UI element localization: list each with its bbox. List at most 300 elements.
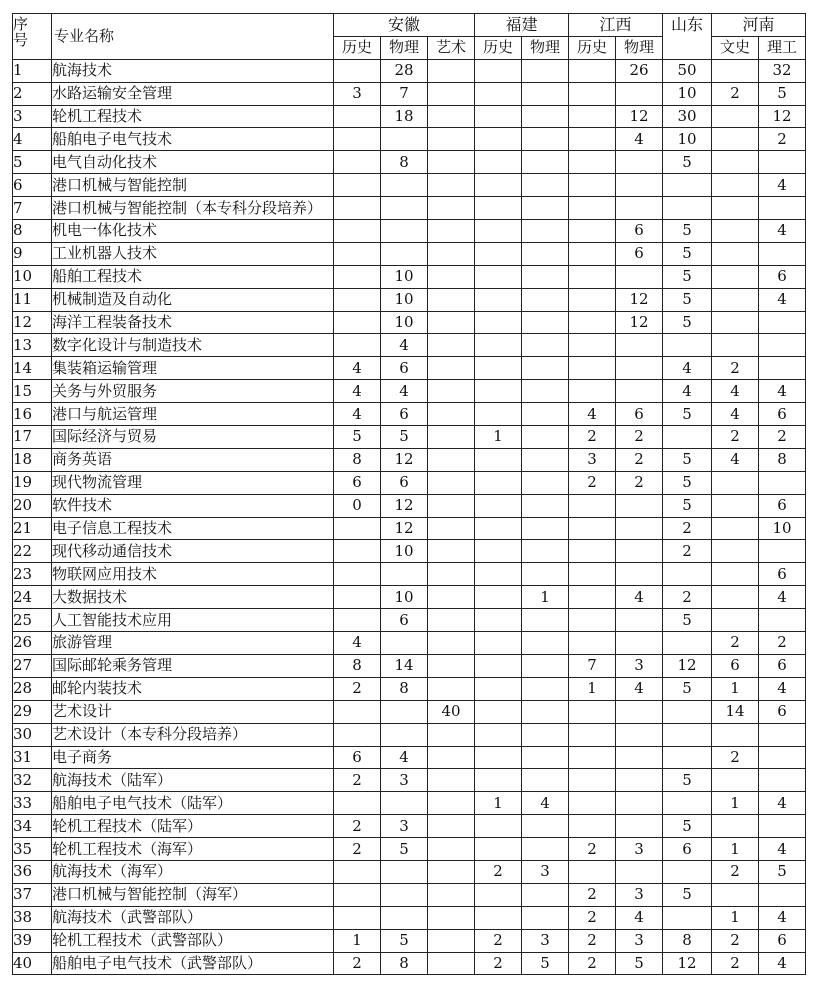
quota-cell-hn_arts <box>712 311 759 334</box>
quota-cell-fj_history <box>475 586 522 609</box>
quota-cell-fj_history <box>475 746 522 769</box>
quota-cell-sd: 12 <box>663 654 712 677</box>
quota-cell-fj_physics <box>522 220 569 243</box>
row-major-name: 轮机工程技术（武警部队） <box>52 929 334 952</box>
quota-cell-jx_history <box>569 288 616 311</box>
quota-cell-sd: 30 <box>663 105 712 128</box>
quota-cell-jx_physics <box>616 334 663 357</box>
table-row <box>13 357 806 380</box>
quota-cell-fj_history <box>475 174 522 197</box>
quota-cell-fj_history <box>475 517 522 540</box>
quota-cell-hn_arts <box>712 128 759 151</box>
quota-cell-ah_art <box>428 929 475 952</box>
quota-cell-jx_physics: 6 <box>616 403 663 426</box>
row-major-name: 航海技术（武警部队） <box>52 906 334 929</box>
row-seq-number: 19 <box>13 471 52 494</box>
quota-cell-hn_science <box>759 471 806 494</box>
quota-cell-hn_science: 6 <box>759 654 806 677</box>
table-row <box>13 677 806 700</box>
header-anhui-art: 艺术 <box>428 36 475 59</box>
quota-cell-jx_history <box>569 128 616 151</box>
quota-cell-fj_physics: 5 <box>522 952 569 975</box>
quota-cell-hn_arts <box>712 494 759 517</box>
quota-cell-fj_physics <box>522 242 569 265</box>
quota-cell-ah_history <box>334 883 381 906</box>
quota-cell-jx_physics: 12 <box>616 288 663 311</box>
quota-cell-fj_physics <box>522 815 569 838</box>
quota-cell-sd <box>663 334 712 357</box>
row-major-name: 航海技术 <box>52 59 334 82</box>
quota-cell-hn_arts: 2 <box>712 357 759 380</box>
quota-cell-fj_physics <box>522 494 569 517</box>
quota-cell-ah_art <box>428 311 475 334</box>
quota-cell-hn_science: 4 <box>759 380 806 403</box>
quota-cell-ah_physics <box>381 174 428 197</box>
quota-cell-jx_history <box>569 311 616 334</box>
quota-cell-fj_history <box>475 357 522 380</box>
quota-cell-sd <box>663 906 712 929</box>
row-seq-number: 16 <box>13 403 52 426</box>
quota-cell-jx_history <box>569 105 616 128</box>
table-row <box>13 220 806 243</box>
quota-cell-ah_art <box>428 746 475 769</box>
quota-cell-fj_history <box>475 334 522 357</box>
quota-cell-hn_science <box>759 197 806 220</box>
table-row <box>13 311 806 334</box>
quota-cell-ah_art <box>428 357 475 380</box>
quota-cell-sd <box>663 632 712 655</box>
quota-cell-fj_history <box>475 448 522 471</box>
quota-cell-fj_history <box>475 906 522 929</box>
quota-cell-jx_history: 2 <box>569 426 616 449</box>
quota-cell-fj_history: 2 <box>475 952 522 975</box>
quota-cell-ah_history: 2 <box>334 677 381 700</box>
table-row <box>13 586 806 609</box>
row-seq-number: 9 <box>13 242 52 265</box>
quota-cell-hn_arts: 2 <box>712 82 759 105</box>
quota-cell-sd: 5 <box>663 494 712 517</box>
quota-cell-hn_arts: 4 <box>712 403 759 426</box>
quota-cell-jx_physics <box>616 197 663 220</box>
quota-cell-sd: 5 <box>663 242 712 265</box>
row-major-name: 电气自动化技术 <box>52 151 334 174</box>
table-row <box>13 448 806 471</box>
header-province-shandong: 山东 <box>663 14 712 60</box>
quota-cell-fj_physics <box>522 105 569 128</box>
row-seq-number: 13 <box>13 334 52 357</box>
quota-cell-ah_physics: 7 <box>381 82 428 105</box>
row-seq-number: 39 <box>13 929 52 952</box>
quota-cell-ah_physics: 4 <box>381 380 428 403</box>
quota-cell-jx_physics: 2 <box>616 448 663 471</box>
quota-cell-ah_physics: 5 <box>381 929 428 952</box>
quota-cell-jx_history <box>569 334 616 357</box>
quota-cell-sd <box>663 746 712 769</box>
quota-cell-jx_history <box>569 197 616 220</box>
table-row <box>13 723 806 746</box>
quota-cell-hn_science: 6 <box>759 403 806 426</box>
quota-cell-hn_science: 4 <box>759 952 806 975</box>
quota-cell-ah_history: 4 <box>334 380 381 403</box>
quota-cell-fj_history <box>475 151 522 174</box>
table-row <box>13 334 806 357</box>
quota-cell-hn_science <box>759 242 806 265</box>
quota-cell-hn_arts: 2 <box>712 860 759 883</box>
quota-cell-jx_history <box>569 609 616 632</box>
table-row <box>13 906 806 929</box>
quota-cell-jx_history <box>569 815 616 838</box>
quota-cell-ah_art <box>428 563 475 586</box>
quota-cell-hn_arts: 4 <box>712 448 759 471</box>
quota-cell-fj_physics <box>522 563 569 586</box>
row-major-name: 海洋工程装备技术 <box>52 311 334 334</box>
row-seq-number: 18 <box>13 448 52 471</box>
quota-cell-fj_physics: 3 <box>522 860 569 883</box>
row-major-name: 轮机工程技术（陆军） <box>52 815 334 838</box>
quota-cell-hn_arts <box>712 59 759 82</box>
quota-cell-fj_history <box>475 540 522 563</box>
quota-cell-sd: 5 <box>663 471 712 494</box>
quota-cell-jx_physics: 3 <box>616 838 663 861</box>
quota-cell-jx_physics <box>616 517 663 540</box>
quota-cell-jx_history: 7 <box>569 654 616 677</box>
row-seq-number: 2 <box>13 82 52 105</box>
quota-cell-ah_art <box>428 174 475 197</box>
quota-cell-ah_physics <box>381 128 428 151</box>
table-row <box>13 426 806 449</box>
quota-cell-ah_art <box>428 242 475 265</box>
quota-cell-hn_arts: 4 <box>712 380 759 403</box>
quota-cell-ah_history <box>334 288 381 311</box>
row-major-name: 集装箱运输管理 <box>52 357 334 380</box>
header-henan-science: 理工 <box>759 36 806 59</box>
quota-cell-jx_history <box>569 746 616 769</box>
quota-cell-jx_history <box>569 586 616 609</box>
quota-cell-ah_history: 8 <box>334 448 381 471</box>
quota-cell-hn_arts: 1 <box>712 906 759 929</box>
quota-cell-hn_arts: 1 <box>712 838 759 861</box>
row-seq-number: 1 <box>13 59 52 82</box>
quota-cell-hn_arts <box>712 334 759 357</box>
quota-cell-fj_physics <box>522 540 569 563</box>
quota-cell-fj_physics <box>522 838 569 861</box>
row-major-name: 机电一体化技术 <box>52 220 334 243</box>
quota-cell-jx_history: 2 <box>569 838 616 861</box>
quota-cell-hn_arts: 1 <box>712 792 759 815</box>
quota-cell-hn_science: 4 <box>759 288 806 311</box>
quota-cell-jx_history: 1 <box>569 677 616 700</box>
quota-cell-sd <box>663 426 712 449</box>
quota-cell-fj_history <box>475 838 522 861</box>
quota-cell-jx_history: 2 <box>569 471 616 494</box>
quota-cell-ah_history: 2 <box>334 815 381 838</box>
quota-cell-jx_physics <box>616 769 663 792</box>
quota-cell-fj_history <box>475 380 522 403</box>
quota-cell-jx_physics <box>616 723 663 746</box>
quota-cell-hn_science <box>759 609 806 632</box>
quota-cell-hn_arts: 2 <box>712 746 759 769</box>
header-seq-line2: 号 <box>13 31 29 49</box>
quota-cell-ah_art <box>428 288 475 311</box>
quota-cell-ah_art <box>428 494 475 517</box>
quota-cell-jx_physics: 3 <box>616 883 663 906</box>
quota-cell-jx_history: 3 <box>569 448 616 471</box>
quota-cell-ah_physics: 28 <box>381 59 428 82</box>
quota-cell-fj_history <box>475 563 522 586</box>
quota-cell-ah_physics: 12 <box>381 448 428 471</box>
row-seq-number: 5 <box>13 151 52 174</box>
quota-cell-ah_history: 5 <box>334 426 381 449</box>
quota-cell-hn_arts: 6 <box>712 654 759 677</box>
header-jiangxi-history: 历史 <box>569 36 616 59</box>
quota-cell-ah_art <box>428 220 475 243</box>
quota-cell-hn_arts <box>712 586 759 609</box>
quota-cell-hn_science: 4 <box>759 174 806 197</box>
quota-cell-ah_physics: 6 <box>381 609 428 632</box>
quota-cell-fj_physics <box>522 265 569 288</box>
quota-cell-hn_science: 4 <box>759 220 806 243</box>
quota-cell-hn_science: 10 <box>759 517 806 540</box>
row-seq-number: 14 <box>13 357 52 380</box>
table-row <box>13 746 806 769</box>
quota-cell-fj_physics <box>522 380 569 403</box>
quota-cell-jx_history <box>569 563 616 586</box>
quota-cell-fj_physics: 3 <box>522 929 569 952</box>
quota-cell-ah_history: 0 <box>334 494 381 517</box>
quota-cell-fj_history <box>475 197 522 220</box>
quota-cell-fj_physics <box>522 746 569 769</box>
quota-cell-jx_history <box>569 723 616 746</box>
quota-cell-fj_history <box>475 220 522 243</box>
quota-cell-jx_physics <box>616 632 663 655</box>
quota-cell-jx_history <box>569 220 616 243</box>
quota-cell-hn_arts: 2 <box>712 929 759 952</box>
quota-cell-jx_physics: 12 <box>616 311 663 334</box>
header-major-name: 专业名称 <box>52 14 334 60</box>
quota-cell-sd: 5 <box>663 609 712 632</box>
quota-cell-hn_science: 5 <box>759 860 806 883</box>
quota-cell-ah_art <box>428 403 475 426</box>
quota-cell-fj_history <box>475 883 522 906</box>
quota-cell-jx_history <box>569 151 616 174</box>
quota-cell-fj_physics <box>522 59 569 82</box>
quota-cell-fj_physics <box>522 700 569 723</box>
quota-cell-jx_physics: 4 <box>616 906 663 929</box>
quota-cell-fj_history <box>475 288 522 311</box>
row-major-name: 港口机械与智能控制 <box>52 174 334 197</box>
quota-cell-ah_art <box>428 540 475 563</box>
quota-cell-jx_physics <box>616 357 663 380</box>
quota-cell-ah_art <box>428 448 475 471</box>
quota-cell-jx_physics: 2 <box>616 471 663 494</box>
row-seq-number: 22 <box>13 540 52 563</box>
quota-cell-ah_history <box>334 517 381 540</box>
table-row <box>13 197 806 220</box>
quota-cell-jx_history <box>569 82 616 105</box>
row-seq-number: 17 <box>13 426 52 449</box>
quota-cell-fj_physics <box>522 311 569 334</box>
quota-cell-sd: 5 <box>663 220 712 243</box>
quota-cell-hn_arts: 2 <box>712 952 759 975</box>
row-seq-number: 15 <box>13 380 52 403</box>
quota-cell-ah_history: 2 <box>334 838 381 861</box>
quota-cell-ah_art <box>428 769 475 792</box>
quota-cell-hn_science: 6 <box>759 929 806 952</box>
quota-cell-sd: 5 <box>663 769 712 792</box>
table-row <box>13 380 806 403</box>
quota-cell-sd: 5 <box>663 311 712 334</box>
quota-cell-ah_physics <box>381 792 428 815</box>
quota-cell-hn_science: 4 <box>759 838 806 861</box>
quota-cell-hn_science: 6 <box>759 494 806 517</box>
row-major-name: 工业机器人技术 <box>52 242 334 265</box>
quota-cell-ah_history <box>334 220 381 243</box>
quota-cell-ah_art <box>428 792 475 815</box>
quota-cell-sd <box>663 174 712 197</box>
quota-cell-ah_physics: 5 <box>381 838 428 861</box>
quota-cell-ah_history <box>334 105 381 128</box>
enrollment-quota-table <box>12 13 806 975</box>
quota-cell-fj_physics <box>522 334 569 357</box>
quota-cell-jx_physics <box>616 380 663 403</box>
quota-cell-hn_science: 12 <box>759 105 806 128</box>
quota-cell-fj_history <box>475 105 522 128</box>
quota-cell-ah_art <box>428 723 475 746</box>
quota-cell-sd: 5 <box>663 883 712 906</box>
quota-cell-ah_history: 6 <box>334 746 381 769</box>
quota-cell-hn_science <box>759 540 806 563</box>
quota-cell-ah_history <box>334 609 381 632</box>
quota-cell-ah_history: 1 <box>334 929 381 952</box>
quota-cell-ah_history <box>334 700 381 723</box>
quota-cell-jx_history <box>569 242 616 265</box>
quota-cell-ah_art <box>428 197 475 220</box>
quota-cell-ah_history <box>334 906 381 929</box>
row-major-name: 船舶工程技术 <box>52 265 334 288</box>
quota-cell-jx_physics: 12 <box>616 105 663 128</box>
table-row <box>13 860 806 883</box>
row-seq-number: 37 <box>13 883 52 906</box>
table-row <box>13 540 806 563</box>
quota-cell-jx_history <box>569 494 616 517</box>
row-major-name: 邮轮内装技术 <box>52 677 334 700</box>
header-province-anhui: 安徽 <box>334 14 475 37</box>
quota-cell-ah_art <box>428 654 475 677</box>
quota-cell-ah_physics: 4 <box>381 334 428 357</box>
quota-cell-jx_history: 2 <box>569 906 616 929</box>
quota-cell-fj_history: 2 <box>475 929 522 952</box>
row-major-name: 关务与外贸服务 <box>52 380 334 403</box>
quota-cell-hn_arts <box>712 517 759 540</box>
quota-cell-ah_art <box>428 609 475 632</box>
quota-cell-fj_history <box>475 677 522 700</box>
quota-cell-ah_physics: 8 <box>381 677 428 700</box>
quota-cell-ah_physics <box>381 632 428 655</box>
quota-cell-hn_science: 8 <box>759 448 806 471</box>
quota-cell-hn_arts <box>712 883 759 906</box>
quota-cell-hn_science: 5 <box>759 82 806 105</box>
quota-cell-ah_history: 3 <box>334 82 381 105</box>
quota-cell-jx_history <box>569 632 616 655</box>
quota-cell-sd <box>663 563 712 586</box>
row-major-name: 国际邮轮乘务管理 <box>52 654 334 677</box>
quota-cell-ah_history <box>334 860 381 883</box>
table-row <box>13 632 806 655</box>
table-row <box>13 654 806 677</box>
header-anhui-history: 历史 <box>334 36 381 59</box>
quota-cell-ah_physics <box>381 860 428 883</box>
quota-cell-jx_history <box>569 265 616 288</box>
quota-cell-hn_science <box>759 769 806 792</box>
quota-cell-ah_history: 4 <box>334 632 381 655</box>
table-row <box>13 59 806 82</box>
table-row <box>13 700 806 723</box>
quota-cell-hn_arts: 2 <box>712 426 759 449</box>
quota-cell-sd: 4 <box>663 357 712 380</box>
row-seq-number: 8 <box>13 220 52 243</box>
quota-cell-sd: 2 <box>663 586 712 609</box>
row-seq-number: 7 <box>13 197 52 220</box>
quota-cell-hn_science: 4 <box>759 906 806 929</box>
quota-cell-fj_history: 1 <box>475 792 522 815</box>
quota-cell-hn_science: 32 <box>759 59 806 82</box>
quota-cell-ah_physics: 10 <box>381 586 428 609</box>
row-major-name: 商务英语 <box>52 448 334 471</box>
row-major-name: 大数据技术 <box>52 586 334 609</box>
quota-cell-ah_art <box>428 815 475 838</box>
quota-cell-jx_physics <box>616 82 663 105</box>
quota-cell-fj_history <box>475 59 522 82</box>
quota-cell-ah_physics: 14 <box>381 654 428 677</box>
quota-cell-fj_physics <box>522 883 569 906</box>
quota-cell-sd: 5 <box>663 448 712 471</box>
table-row <box>13 128 806 151</box>
row-seq-number: 26 <box>13 632 52 655</box>
quota-cell-fj_history <box>475 128 522 151</box>
quota-cell-hn_science: 2 <box>759 426 806 449</box>
quota-cell-ah_history <box>334 59 381 82</box>
quota-cell-ah_art <box>428 380 475 403</box>
quota-cell-ah_history <box>334 792 381 815</box>
quota-cell-jx_physics: 6 <box>616 220 663 243</box>
quota-cell-ah_art <box>428 838 475 861</box>
row-major-name: 电子信息工程技术 <box>52 517 334 540</box>
quota-cell-hn_arts <box>712 540 759 563</box>
quota-cell-jx_history: 2 <box>569 929 616 952</box>
quota-cell-sd: 5 <box>663 677 712 700</box>
quota-cell-sd: 5 <box>663 815 712 838</box>
row-major-name: 航海技术（陆军） <box>52 769 334 792</box>
table-row <box>13 494 806 517</box>
quota-cell-ah_art: 40 <box>428 700 475 723</box>
table-row <box>13 792 806 815</box>
quota-cell-sd <box>663 197 712 220</box>
quota-cell-sd: 5 <box>663 265 712 288</box>
row-seq-number: 38 <box>13 906 52 929</box>
quota-cell-jx_history: 4 <box>569 403 616 426</box>
row-major-name: 现代移动通信技术 <box>52 540 334 563</box>
quota-cell-ah_physics: 10 <box>381 540 428 563</box>
row-major-name: 数字化设计与制造技术 <box>52 334 334 357</box>
table-row <box>13 151 806 174</box>
row-major-name: 港口与航运管理 <box>52 403 334 426</box>
quota-cell-fj_physics <box>522 426 569 449</box>
header-province-fujian: 福建 <box>475 14 569 37</box>
header-province-henan: 河南 <box>712 14 806 37</box>
quota-cell-ah_art <box>428 906 475 929</box>
quota-cell-ah_physics: 6 <box>381 357 428 380</box>
quota-cell-ah_physics: 4 <box>381 746 428 769</box>
